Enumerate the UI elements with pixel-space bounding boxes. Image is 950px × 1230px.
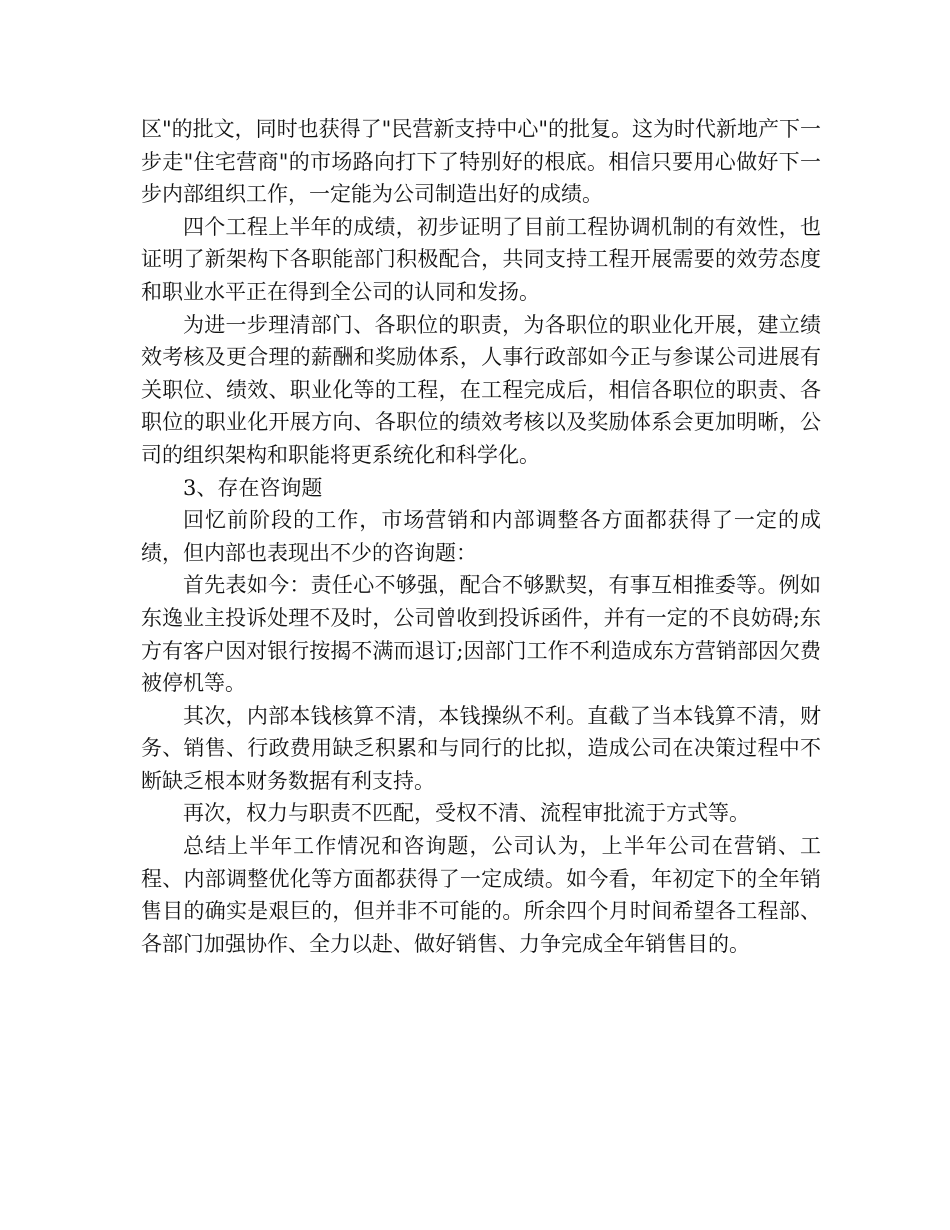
paragraph-summary: 总结上半年工作情况和咨询题，公司认为，上半年公司在营销、工程、内部调整优化等方面都获得了一定成绩。如今看，年初定下的全年销售目的确实是艰巨的，但并非不可能的。所余四个月时间希望各工程部、各部门加强协作、全力以赴、做好销售、力争完成全年销售目的。 bbox=[141, 834, 821, 956]
paragraph-review: 回忆前阶段的工作，市场营销和内部调整各方面都获得了一定的成绩，但内部也表现出不少的咨询题： bbox=[141, 508, 821, 565]
document-body bbox=[141, 113, 821, 960]
paragraph-responsibilities: 为进一步理清部门、各职位的职责，为各职位的职业化开展，建立绩效考核及更合理的薪酬和奖励体系，人事行政部如今正与参谋公司进展有关职位、绩效、职业化等的工程，在工程完成后，相信各职位的职责、各职位的职业化开展方向、各职位的绩效考核以及奖励体系会更加明晰，公司的组织架构和职能将更系统化和科学化。 bbox=[141, 312, 821, 467]
section-heading-existing-problems: 3、存在咨询题 bbox=[183, 475, 323, 500]
paragraph-continuation: 区"的批文，同时也获得了"民营新支持中心"的批复。这为时代新地产下一步走"住宅营商"的市场路向打下了特别好的根底。相信只要用心做好下一步内部组织工作，一定能为公司制造出好的成绩。 bbox=[141, 117, 821, 207]
paragraph-third-problem: 再次，权力与职责不匹配，受权不清、流程审批流于方式等。 bbox=[183, 801, 750, 826]
paragraph-second-problem: 其次，内部本钱核算不清，本钱操纵不利。直截了当本钱算不清，财务、销售、行政费用缺乏积累和与同行的比拟，造成公司在决策过程中不断缺乏根本财务数据有利支持。 bbox=[141, 703, 821, 793]
paragraph-project-results: 四个工程上半年的成绩，初步证明了目前工程协调机制的有效性，也证明了新架构下各职能部门积极配合，共同支持工程开展需要的效劳态度和职业水平正在得到全公司的认同和发扬。 bbox=[141, 214, 821, 304]
paragraph-first-problem: 首先表如今：责任心不够强，配合不够默契，有事互相推委等。例如东逸业主投诉处理不及时，公司曾收到投诉函件，并有一定的不良妨碍;东方有客户因对银行按揭不满而退订;因部门工作不利造成东方营销部因欠费被停机等。 bbox=[141, 573, 821, 696]
